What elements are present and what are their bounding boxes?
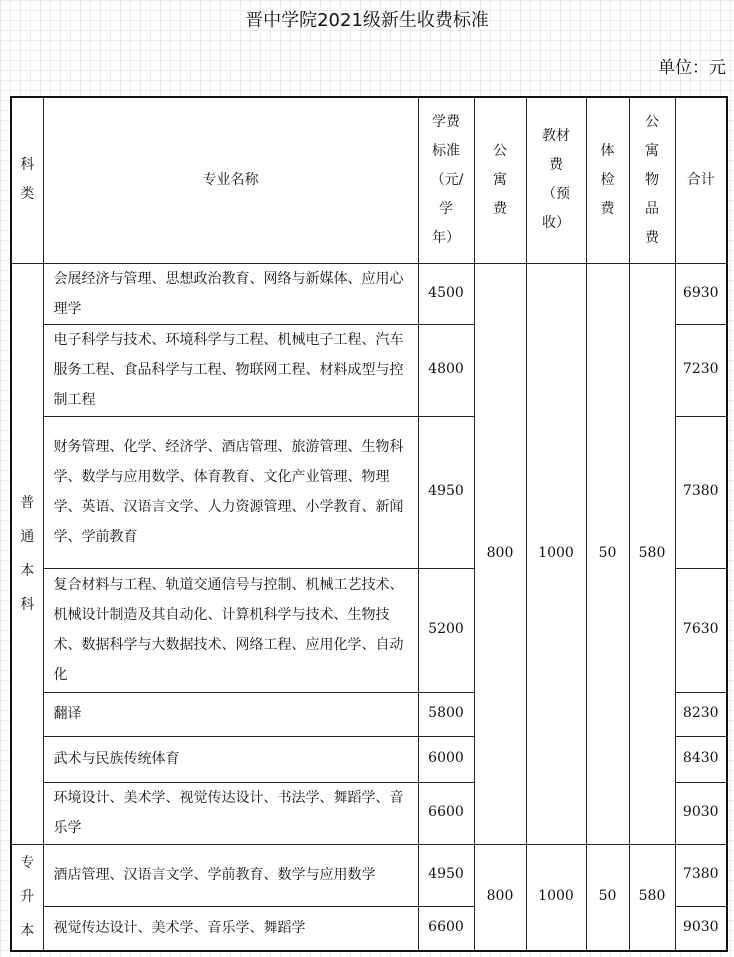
page-title: 晋中学院2021级新生收费标准 [245, 10, 489, 31]
tuition-value: 5800 [418, 692, 474, 736]
tuition-value: 4500 [418, 263, 474, 324]
major-names: 翻译 [43, 692, 418, 736]
total-value: 8430 [675, 736, 727, 782]
unit-label: 单位：元 [658, 58, 726, 78]
tuition-value: 5200 [418, 568, 474, 692]
header-major: 专业名称 [43, 97, 418, 263]
apartment-fee: 800 [474, 844, 526, 951]
table-row [11, 263, 727, 324]
header-category: 科类 [11, 97, 43, 263]
tuition-value: 6600 [418, 782, 474, 844]
major-names: 武术与民族传统体育 [43, 736, 418, 782]
header-total: 合计 [675, 97, 727, 263]
major-names: 视觉传达设计、美术学、音乐学、舞蹈学 [43, 906, 418, 951]
header-supplies: 公寓物品费 [629, 97, 675, 263]
major-names: 环境设计、美术学、视觉传达设计、书法学、舞蹈学、音乐学 [43, 782, 418, 844]
category-upgrade: 专升本 [11, 844, 43, 951]
textbook-fee: 1000 [526, 263, 586, 844]
major-names: 复合材料与工程、轨道交通信号与控制、机械工艺技术、机械设计制造及其自动化、计算机科学与技术、生物技术、数据科学与大数据技术、网络工程、应用化学、自动化 [43, 568, 418, 692]
tuition-value: 6600 [418, 906, 474, 951]
textbook-fee: 1000 [526, 844, 586, 951]
major-names: 酒店管理、汉语言文学、学前教育、数学与应用数学 [43, 844, 418, 906]
fee-table [10, 96, 728, 952]
table-row [11, 844, 727, 906]
tuition-value: 4800 [418, 324, 474, 416]
checkup-fee: 50 [586, 844, 629, 951]
major-names: 电子科学与技术、环境科学与工程、机械电子工程、汽车服务工程、食品科学与工程、物联网工程、材料成型与控制工程 [43, 324, 418, 416]
tuition-value: 4950 [418, 844, 474, 906]
apartment-fee: 800 [474, 263, 526, 844]
tuition-value: 6000 [418, 736, 474, 782]
total-value: 9030 [675, 782, 727, 844]
header-apartment: 公寓费 [474, 97, 526, 263]
major-names: 财务管理、化学、经济学、酒店管理、旅游管理、生物科学、数学与应用数学、体育教育、文化产业管理、物理学、英语、汉语言文学、人力资源管理、小学教育、新闻学、学前教育 [43, 416, 418, 568]
header-textbook: 教材费（预收） [526, 97, 586, 263]
total-value: 7230 [675, 324, 727, 416]
header-row [11, 97, 727, 263]
checkup-fee: 50 [586, 263, 629, 844]
header-tuition: 学费标准（元/学年） [418, 97, 474, 263]
total-value: 6930 [675, 263, 727, 324]
header-checkup: 体检费 [586, 97, 629, 263]
supplies-fee: 580 [629, 844, 675, 951]
tuition-value: 4950 [418, 416, 474, 568]
total-value: 7380 [675, 416, 727, 568]
major-names: 会展经济与管理、思想政治教育、网络与新媒体、应用心理学 [43, 263, 418, 324]
total-value: 8230 [675, 692, 727, 736]
supplies-fee: 580 [629, 263, 675, 844]
total-value: 9030 [675, 906, 727, 951]
total-value: 7630 [675, 568, 727, 692]
category-undergraduate: 普通本科 [11, 263, 43, 844]
total-value: 7380 [675, 844, 727, 906]
